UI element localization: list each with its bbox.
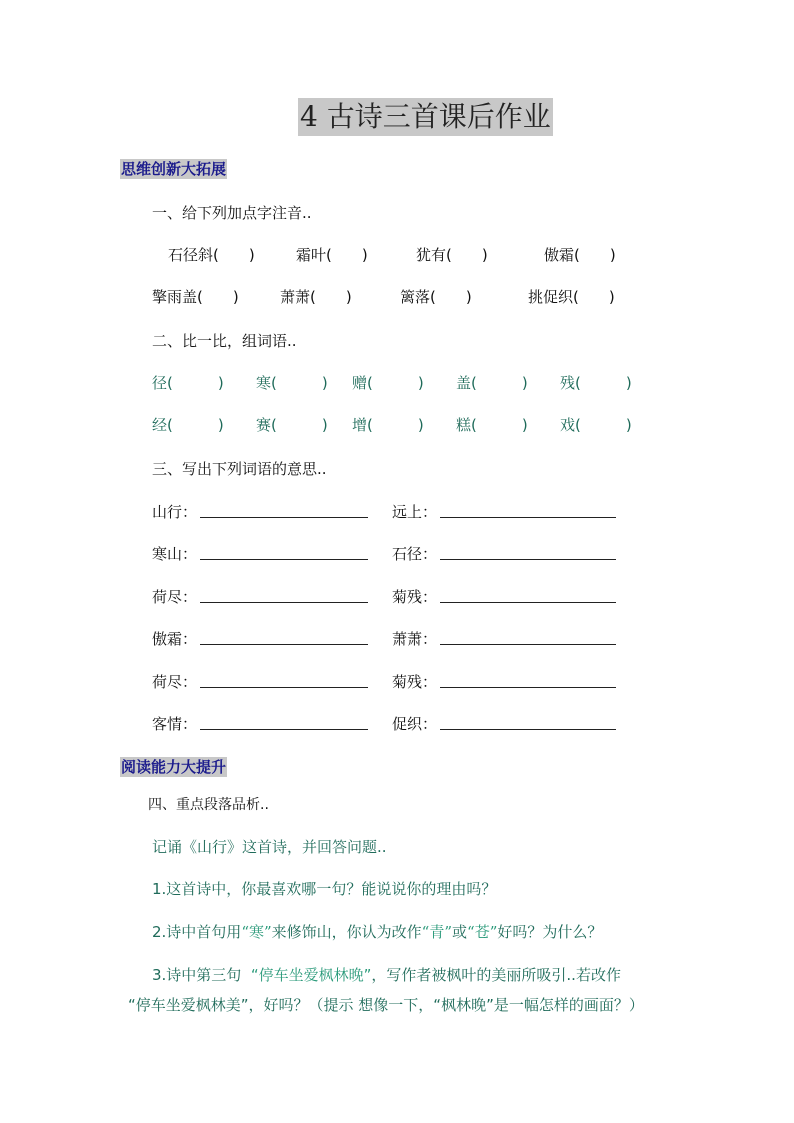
compare-word-item: 赛( ) — [256, 416, 328, 434]
compare-word-item: 寒( ) — [256, 374, 328, 392]
compare-word-item: 增( ) — [352, 416, 424, 434]
answer-line[interactable] — [200, 517, 368, 518]
reading-question-3-continued: “停车坐爱枫林美”，好吗？（提示 想像一下，“枫林晚”是一幅怎样的画面？） — [128, 996, 644, 1014]
q3-quote: “停车坐爱枫林晚” — [250, 966, 372, 984]
q2-text: 来修饰山，你认为改作 — [271, 923, 422, 941]
section-heading-thinking: 思维创新大拓展 — [121, 160, 227, 178]
q2-text: 好吗？为什么？ — [497, 923, 603, 941]
answer-line[interactable] — [440, 729, 616, 730]
meaning-label: 荷尽： — [152, 588, 198, 606]
q2-quote-qing: “青” — [421, 923, 453, 941]
meaning-label: 傲霜： — [152, 630, 198, 648]
q2-quote-han: “寒” — [241, 923, 272, 941]
reading-question-2 — [152, 922, 602, 942]
pinyin-item: 犹有( ) — [416, 246, 488, 264]
answer-line[interactable] — [200, 602, 368, 603]
answer-line[interactable] — [200, 729, 368, 730]
meaning-label: 荷尽： — [152, 673, 198, 691]
meaning-label: 菊残： — [392, 673, 438, 691]
compare-word-item: 径( ) — [152, 374, 224, 392]
pinyin-item: 霜叶( ) — [296, 246, 368, 264]
compare-word-item: 糕( ) — [456, 416, 528, 434]
meaning-label: 促织： — [392, 715, 438, 733]
meaning-label: 客情： — [152, 715, 198, 733]
answer-line[interactable] — [440, 602, 616, 603]
question-3-heading: 三、写出下列词语的意思.. — [152, 460, 327, 478]
answer-line[interactable] — [440, 644, 616, 645]
q2-text: 2.诗中首句用 — [152, 923, 242, 941]
question-4-heading: 四、重点段落品析.. — [148, 797, 269, 813]
compare-word-item: 盖( ) — [456, 374, 528, 392]
answer-line[interactable] — [440, 559, 616, 560]
pinyin-item: 萧萧( ) — [280, 288, 352, 306]
answer-line[interactable] — [440, 687, 616, 688]
answer-line[interactable] — [200, 687, 368, 688]
answer-line[interactable] — [440, 517, 616, 518]
meaning-label: 寒山： — [152, 545, 198, 563]
compare-word-item: 经( ) — [152, 416, 224, 434]
reading-question-1: 1.这首诗中，你最喜欢哪一句？能说说你的理由吗？ — [152, 880, 497, 898]
compare-word-item: 赠( ) — [352, 374, 424, 392]
meaning-label: 山行： — [152, 503, 198, 521]
q3-text: 3.诗中第三句 — [152, 966, 242, 984]
pinyin-item: 傲霜( ) — [544, 246, 616, 264]
reading-intro: 记诵《山行》这首诗，并回答问题.. — [152, 838, 387, 856]
q2-quote-cang: “苍” — [467, 923, 498, 941]
pinyin-item: 篱落( ) — [400, 288, 472, 306]
question-1-heading: 一、给下列加点字注音.. — [152, 204, 312, 222]
section-heading-reading: 阅读能力大提升 — [121, 758, 227, 776]
question-2-heading: 二、比一比，组词语.. — [152, 332, 297, 350]
pinyin-item: 擎雨盖( ) — [152, 288, 239, 306]
compare-word-item: 戏( ) — [560, 416, 632, 434]
pinyin-item: 石径斜( ) — [168, 246, 255, 264]
q3-text: ，写作者被枫叶的美丽所吸引..若改作 — [371, 966, 621, 984]
meaning-label: 石径： — [392, 545, 438, 563]
q2-text: 或 — [452, 923, 468, 941]
answer-line[interactable] — [200, 559, 368, 560]
meaning-label: 萧萧： — [392, 630, 438, 648]
reading-question-3 — [152, 965, 621, 985]
meaning-label: 菊残： — [392, 588, 438, 606]
pinyin-item: 挑促织( ) — [528, 288, 615, 306]
answer-line[interactable] — [200, 644, 368, 645]
meaning-label: 远上： — [392, 503, 438, 521]
compare-word-item: 残( ) — [560, 374, 632, 392]
page-title: 4 古诗三首课后作业 — [298, 98, 553, 136]
